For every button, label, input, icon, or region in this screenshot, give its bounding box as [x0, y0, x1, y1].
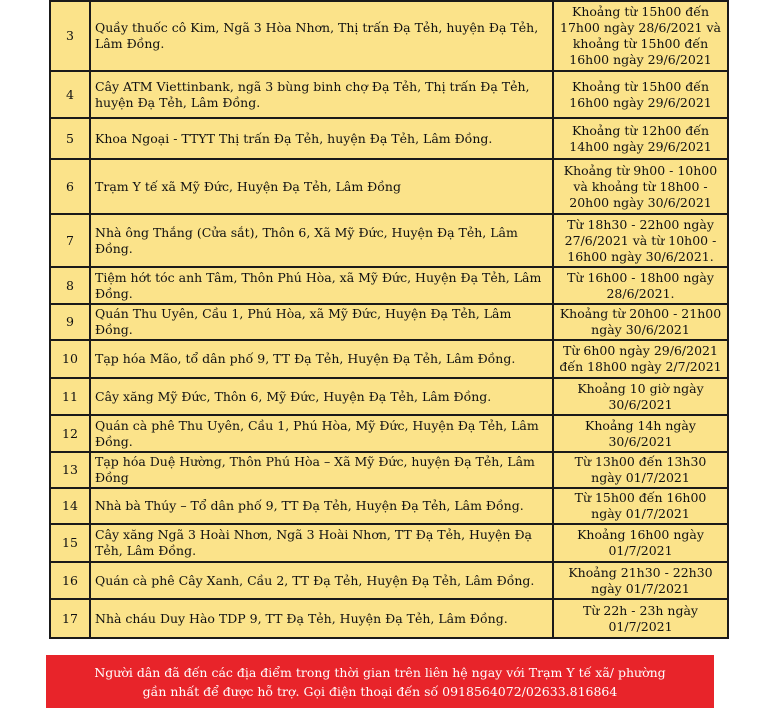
table-row [50, 415, 728, 452]
row-number: 6 [50, 159, 90, 214]
row-number: 13 [50, 452, 90, 488]
row-number: 10 [50, 340, 90, 378]
time-cell: Khoảng từ 9h00 - 10h00 và khoảng từ 18h00 - 20h00 ngày 30/6/2021 [553, 159, 728, 214]
time-cell: Từ 18h30 - 22h00 ngày 27/6/2021 và từ 10h00 - 16h00 ngày 30/6/2021. [553, 214, 728, 267]
location-cell: Quán cà phê Cây Xanh, Cầu 2, TT Đạ Tẻh, Huyện Đạ Tẻh, Lâm Đồng. [90, 562, 553, 599]
row-number: 11 [50, 378, 90, 415]
row-number: 7 [50, 214, 90, 267]
location-cell: Cây xăng Mỹ Đức, Thôn 6, Mỹ Đức, Huyện Đạ Tẻh, Lâm Đồng. [90, 378, 553, 415]
table-row [50, 599, 728, 638]
location-cell: Cây xăng Ngã 3 Hoài Nhơn, Ngã 3 Hoài Nhơn, TT Đạ Tẻh, Huyện Đạ Tẻh, Lâm Đồng. [90, 524, 553, 562]
location-cell: Quán Thu Uyên, Cầu 1, Phú Hòa, xã Mỹ Đức, Huyện Đạ Tẻh, Lâm Đồng. [90, 304, 553, 340]
table-row [50, 524, 728, 562]
row-number: 3 [50, 1, 90, 71]
location-cell: Tiệm hớt tóc anh Tâm, Thôn Phú Hòa, xã Mỹ Đức, Huyện Đạ Tẻh, Lâm Đồng. [90, 267, 553, 304]
table-row [50, 118, 728, 159]
location-cell: Tạp hóa Mão, tổ dân phố 9, TT Đạ Tẻh, Huyện Đạ Tẻh, Lâm Đồng. [90, 340, 553, 378]
table-row [50, 267, 728, 304]
locations-table [49, 0, 729, 639]
contact-notice-banner [46, 655, 714, 708]
time-cell: Khoảng từ 12h00 đến 14h00 ngày 29/6/2021 [553, 118, 728, 159]
time-cell: Khoảng 14h ngày 30/6/2021 [553, 415, 728, 452]
row-number: 15 [50, 524, 90, 562]
time-cell: Khoảng từ 20h00 - 21h00 ngày 30/6/2021 [553, 304, 728, 340]
location-cell: Nhà ông Thắng (Cửa sắt), Thôn 6, Xã Mỹ Đức, Huyện Đạ Tẻh, Lâm Đồng. [90, 214, 553, 267]
location-cell: Cây ATM Viettinbank, ngã 3 bùng binh chợ Đạ Tẻh, Thị trấn Đạ Tẻh, huyện Đạ Tẻh, Lâm Đồng. [90, 71, 553, 118]
table-row [50, 340, 728, 378]
table-row [50, 214, 728, 267]
table-row [50, 71, 728, 118]
row-number: 4 [50, 71, 90, 118]
row-number: 16 [50, 562, 90, 599]
location-cell: Khoa Ngoại - TTYT Thị trấn Đạ Tẻh, huyện Đạ Tẻh, Lâm Đồng. [90, 118, 553, 159]
row-number: 9 [50, 304, 90, 340]
location-cell: Trạm Y tế xã Mỹ Đức, Huyện Đạ Tẻh, Lâm Đồng [90, 159, 553, 214]
row-number: 14 [50, 488, 90, 524]
notice-line-1: Người dân đã đến các địa điểm trong thời gian trên liên hệ ngay với Trạm Y tế xã/ phường [94, 664, 666, 680]
table-row [50, 159, 728, 214]
time-cell: Khoảng từ 15h00 đến 17h00 ngày 28/6/2021 và khoảng từ 15h00 đến 16h00 ngày 29/6/2021 [553, 1, 728, 71]
time-cell: Từ 22h - 23h ngày 01/7/2021 [553, 599, 728, 638]
time-cell: Khoảng 16h00 ngày 01/7/2021 [553, 524, 728, 562]
location-cell: Tạp hóa Duệ Hường, Thôn Phú Hòa – Xã Mỹ Đức, huyện Đạ Tẻh, Lâm Đồng [90, 452, 553, 488]
row-number: 12 [50, 415, 90, 452]
table-row [50, 378, 728, 415]
time-cell: Từ 15h00 đến 16h00 ngày 01/7/2021 [553, 488, 728, 524]
time-cell: Khoảng từ 15h00 đến 16h00 ngày 29/6/2021 [553, 71, 728, 118]
table-row [50, 304, 728, 340]
time-cell: Từ 13h00 đến 13h30 ngày 01/7/2021 [553, 452, 728, 488]
locations-table-wrapper [49, 0, 722, 639]
time-cell: Khoảng 10 giờ ngày 30/6/2021 [553, 378, 728, 415]
location-cell: Quán cà phê Thu Uyên, Cầu 1, Phú Hòa, Mỹ Đức, Huyện Đạ Tẻh, Lâm Đồng. [90, 415, 553, 452]
time-cell: Khoảng 21h30 - 22h30 ngày 01/7/2021 [553, 562, 728, 599]
location-cell: Nhà cháu Duy Hào TDP 9, TT Đạ Tẻh, Huyện Đạ Tẻh, Lâm Đồng. [90, 599, 553, 638]
row-number: 17 [50, 599, 90, 638]
row-number: 5 [50, 118, 90, 159]
time-cell: Từ 6h00 ngày 29/6/2021 đến 18h00 ngày 2/7/2021 [553, 340, 728, 378]
table-row [50, 1, 728, 71]
row-number: 8 [50, 267, 90, 304]
table-row [50, 488, 728, 524]
table-row [50, 452, 728, 488]
time-cell: Từ 16h00 - 18h00 ngày 28/6/2021. [553, 267, 728, 304]
table-row [50, 562, 728, 599]
location-cell: Quầy thuốc cô Kim, Ngã 3 Hòa Nhơn, Thị trấn Đạ Tẻh, huyện Đạ Tẻh, Lâm Đồng. [90, 1, 553, 71]
notice-line-2: gần nhất để được hỗ trợ. Gọi điện thoại đến số 0918564072/02633.816864 [142, 683, 618, 699]
location-cell: Nhà bà Thúy – Tổ dân phố 9, TT Đạ Tẻh, Huyện Đạ Tẻh, Lâm Đồng. [90, 488, 553, 524]
